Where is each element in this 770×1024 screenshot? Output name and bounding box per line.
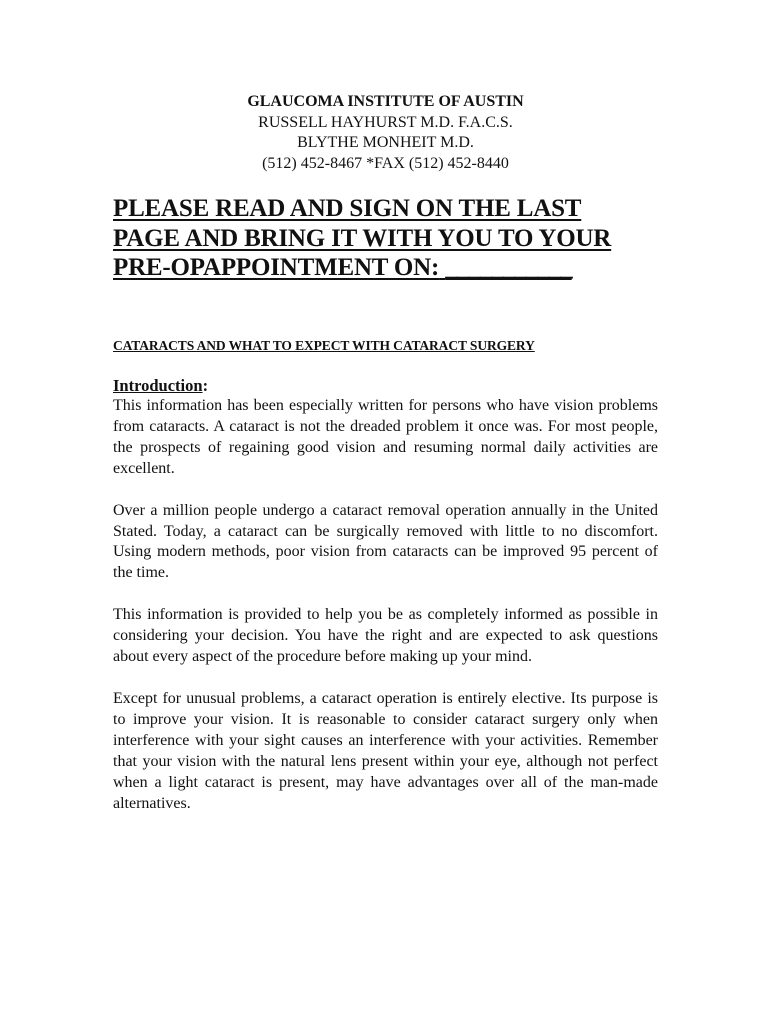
institute-name: GLAUCOMA INSTITUTE OF AUSTIN: [247, 93, 524, 110]
notice-line-2: PAGE AND BRING IT WITH YOU TO YOUR: [113, 224, 612, 252]
paragraph-introduction: This information has been especially written for persons who have vision problems from cataracts. A cataract is not the dreaded problem it once was. For most people, the prospects of regaining good vision and resuming normal daily activities are excellent.: [113, 397, 658, 477]
sign-notice: [113, 194, 658, 283]
introduction-heading: [113, 376, 658, 397]
phone-fax-line: (512) 452-8467 *FAX (512) 452-8440: [262, 154, 509, 172]
appointment-date-blank: ___________: [445, 254, 572, 281]
paragraph-elective: Except for unusual problems, a cataract operation is entirely elective. Its purpose is to improve your vision. It is reasonable to consider cataract surgery only when interference with your sight causes an interference with your activities. Remember that your vision with the natural lens present within your eye, although not perfect when a light cataract is present, may have advantages over all of the man-made alternatives.: [113, 689, 658, 812]
notice-line-3: [113, 253, 658, 283]
notice-line-3-text: PRE-OPAPPOINTMENT ON:: [113, 254, 440, 281]
document-page: [113, 92, 658, 835]
introduction-heading-text: Introduction: [113, 375, 203, 395]
doctor-name-2: BLYTHE MONHEIT M.D.: [297, 134, 474, 151]
letterhead: [113, 92, 658, 174]
section-title: CATARACTS AND WHAT TO EXPECT WITH CATARACT SURGERY: [113, 337, 535, 353]
introduction-heading-colon: :: [202, 375, 209, 395]
notice-line-1: PLEASE READ AND SIGN ON THE LAST: [113, 195, 582, 222]
paragraph-statistics: Over a million people undergo a cataract removal operation annually in the United Stated. Today, a cataract can be surgically removed with little to no discomfort. Using modern methods, poor vision from cataracts can be improved 95 percent of the time.: [113, 501, 658, 582]
paragraph-informed-consent: This information is provided to help you be as completely informed as possible in considering your decision. You have the right and are expected to ask questions about every aspect of the procedure before making up your mind.: [113, 606, 658, 666]
doctor-name-1: RUSSELL HAYHURST M.D. F.A.C.S.: [258, 113, 513, 131]
